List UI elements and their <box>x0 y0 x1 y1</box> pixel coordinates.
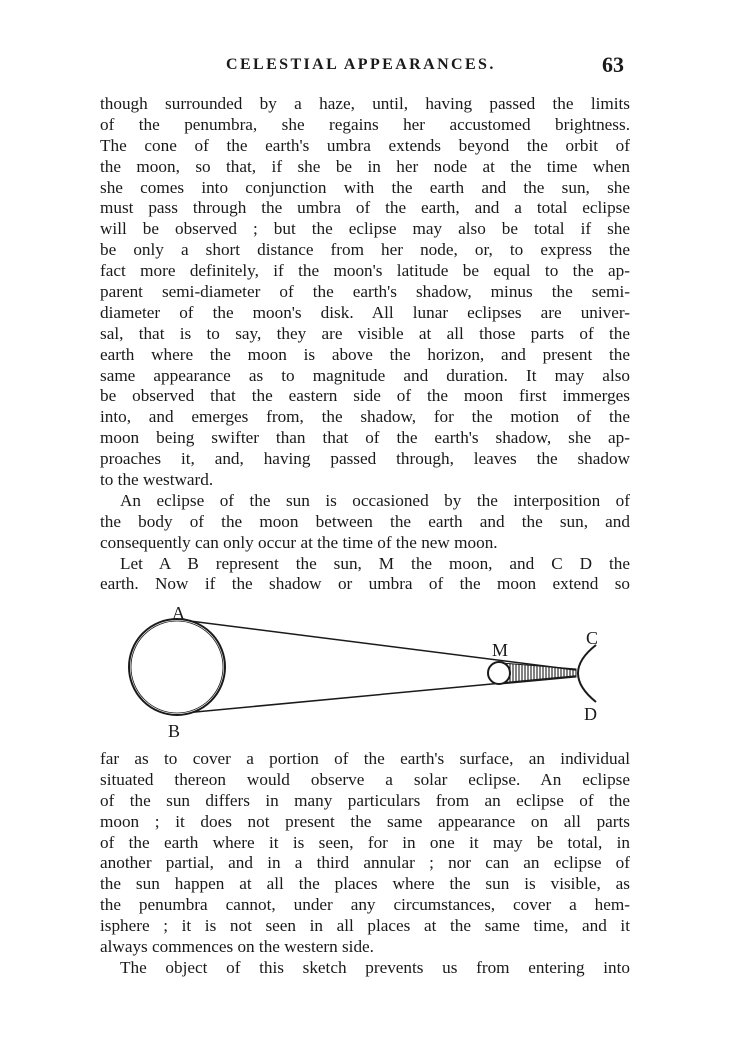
text-line: be only a short distance from her node, or, to express the <box>100 240 630 260</box>
upper-tangent-line <box>174 619 576 670</box>
paragraph-start: Let A B represent the sun, M the moon, and C D the <box>120 553 630 573</box>
text-line: she comes into conjunction with the earth and the sun, she <box>100 177 630 197</box>
text-line: into, and emerges from, the shadow, for the motion of the <box>100 407 630 427</box>
paragraph-start: An eclipse of the sun is occasioned by the interposition of <box>120 490 630 510</box>
text-line: fact more definitely, if the moon's latitude be equal to the ap- <box>100 261 630 281</box>
text-line: of the earth where it is seen, for in one it may be total, in <box>100 832 630 852</box>
text-line: parent semi-diameter of the earth's shadow, minus the semi- <box>100 282 630 302</box>
paragraph-start: The object of this sketch prevents us from entering into <box>120 957 630 977</box>
text-line: be observed that the eastern side of the moon first immerges <box>100 386 630 406</box>
earth-arc <box>578 645 596 702</box>
text-line: sal, that is to say, they are visible at all those parts of the <box>100 323 630 343</box>
body-text-bottom <box>100 749 630 979</box>
text-line: of the sun differs in many particulars from an eclipse of the <box>100 790 630 810</box>
sun-circle <box>129 619 225 715</box>
running-head <box>100 54 630 84</box>
text-line: far as to cover a portion of the earth's surface, an individual <box>100 749 630 768</box>
label-b: B <box>168 721 181 741</box>
text-line: the moon, so that, if she be in her node at the time when <box>100 156 630 176</box>
text-line: the penumbra cannot, under any circumstances, cover a hem- <box>100 895 630 915</box>
running-title: CELESTIAL APPEARANCES. <box>226 56 496 73</box>
label-d: D <box>584 704 597 724</box>
label-m: M <box>492 640 509 660</box>
text-line: of the penumbra, she regains her accustomed brightness. <box>100 114 630 134</box>
text-line: The cone of the earth's umbra extends beyond the orbit of <box>100 135 630 155</box>
text-line: proaches it, and, having passed through, leaves the shadow <box>100 449 630 469</box>
text-line: isphere ; it is not seen in all places at the same time, and it <box>100 916 630 936</box>
text-line: to the westward. <box>100 470 214 490</box>
text-line: situated thereon would observe a solar eclipse. An eclipse <box>100 769 630 789</box>
page-number: 63 <box>602 52 624 77</box>
body-text-top <box>100 94 630 595</box>
moon-umbra-cone <box>501 663 576 684</box>
text-line: though surrounded by a haze, until, having passed the limits <box>100 94 630 113</box>
text-line: diameter of the moon's disk. All lunar eclipses are univer- <box>100 302 630 322</box>
text-line: will be observed ; but the eclipse may also be total if she <box>100 219 630 239</box>
text-line: earth where the moon is above the horizon, and present the <box>100 344 630 364</box>
text-line: same appearance as to magnitude and duration. It may also <box>100 365 630 385</box>
text-line: moon being swifter than that of the earth's shadow, she ap- <box>100 428 630 448</box>
moon-circle <box>488 662 510 684</box>
label-c: C <box>586 628 599 648</box>
text-line: earth. Now if the shadow or umbra of the moon extend so <box>100 574 630 594</box>
text-line: the body of the moon between the earth and the sun, and <box>100 511 630 531</box>
text-line: moon ; it does not present the same appearance on all parts <box>100 811 630 831</box>
text-line: consequently can only occur at the time of the new moon. <box>100 532 498 552</box>
text-line: the sun happen at all the places where the sun is visible, as <box>100 874 630 894</box>
text-line: another partial, and in a third annular ; nor can an eclipse of <box>100 853 630 873</box>
text-line: always commences on the western side. <box>100 937 374 957</box>
label-a: A <box>172 603 185 623</box>
solar-eclipse-diagram <box>110 602 610 742</box>
text-line: must pass through the umbra of the earth, and a total eclipse <box>100 198 630 218</box>
